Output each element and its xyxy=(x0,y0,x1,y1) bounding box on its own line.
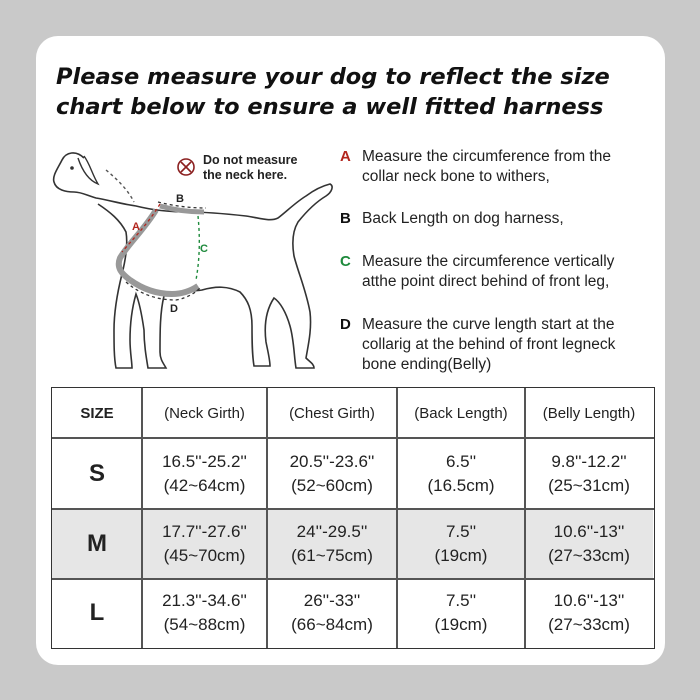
step-text xyxy=(362,147,611,187)
header-chest-girth: (Chest Girth) xyxy=(289,404,375,422)
no-measure-icon xyxy=(178,159,194,175)
step-line: collarig at the behind of front legneck xyxy=(362,336,616,353)
belly-length-cell: 10.6''-13'' (27~33cm) xyxy=(548,522,630,565)
step-text xyxy=(362,209,564,229)
step-line: Measure the circumference vertically xyxy=(362,253,615,270)
header-belly-length: (Belly Length) xyxy=(542,404,636,422)
dog-ear xyxy=(78,156,98,184)
page-title xyxy=(56,62,656,122)
header-back-length: (Back Length) xyxy=(414,404,508,422)
chest-girth-cell: 20.5''-23.6'' (52~60cm) xyxy=(289,451,375,495)
title-line-2: chart below to ensure a well fitted harness xyxy=(56,94,604,120)
chest-girth-cell: 26''-33'' (66~84cm) xyxy=(291,591,373,634)
step-line: Measure the curve length start at the xyxy=(362,316,615,333)
table-divider xyxy=(52,437,654,439)
note-line-1: Do not measure xyxy=(203,153,298,167)
label-a: A xyxy=(132,221,140,233)
belly-length-cell: 10.6''-13'' (27~33cm) xyxy=(548,591,630,634)
step-line: Measure the circumference from the xyxy=(362,148,611,165)
step-line: collar neck bone to withers, xyxy=(362,168,550,185)
step-letter: C xyxy=(340,253,351,270)
back-length-cell: 6.5'' (16.5cm) xyxy=(427,451,495,495)
neck-warning-note xyxy=(203,153,297,183)
step-line: bone ending(Belly) xyxy=(362,356,492,373)
dog-eye xyxy=(70,166,74,170)
back-length-cell: 7.5'' (19cm) xyxy=(434,522,488,565)
header-neck-girth: (Neck Girth) xyxy=(164,404,245,422)
size-label: M xyxy=(87,530,107,557)
step-letter: A xyxy=(340,148,351,165)
table-divider xyxy=(52,508,654,510)
harness-strap-belly xyxy=(130,280,198,294)
label-b: B xyxy=(176,193,184,205)
step-letter: B xyxy=(340,210,351,227)
table-divider xyxy=(396,388,398,648)
neck-girth-cell: 17.7''-27.6'' (45~70cm) xyxy=(162,522,247,565)
step-letter: D xyxy=(340,316,351,333)
table-divider xyxy=(524,388,526,648)
table-divider xyxy=(141,388,143,648)
back-length-cell: 7.5'' (19cm) xyxy=(434,591,488,634)
neck-dashed-line xyxy=(106,170,134,202)
note-line-2: the neck here. xyxy=(203,168,288,182)
table-divider xyxy=(266,388,268,648)
step-text xyxy=(362,315,615,375)
size-table xyxy=(51,387,655,649)
step-text xyxy=(362,252,614,292)
chest-girth-cell: 24''-29.5'' (61~75cm) xyxy=(291,522,373,565)
step-line: atthe point direct behind of front leg, xyxy=(362,273,610,290)
header-size: SIZE xyxy=(80,404,114,422)
neck-girth-cell: 16.5''-25.2'' (42~64cm) xyxy=(162,451,247,495)
size-label: L xyxy=(89,599,105,626)
title-line-1: Please measure your dog to reflect the size xyxy=(56,64,610,90)
size-label: S xyxy=(88,459,105,487)
label-d: D xyxy=(170,303,178,315)
label-c: C xyxy=(200,243,208,255)
neck-girth-cell: 21.3''-34.6'' (54~88cm) xyxy=(162,591,247,634)
step-line: Back Length on dog harness, xyxy=(362,210,564,227)
measure-line-c xyxy=(196,216,199,280)
dog-outline xyxy=(54,153,332,368)
table-divider xyxy=(52,578,654,580)
belly-length-cell: 9.8''-12.2'' (25~31cm) xyxy=(548,451,630,495)
